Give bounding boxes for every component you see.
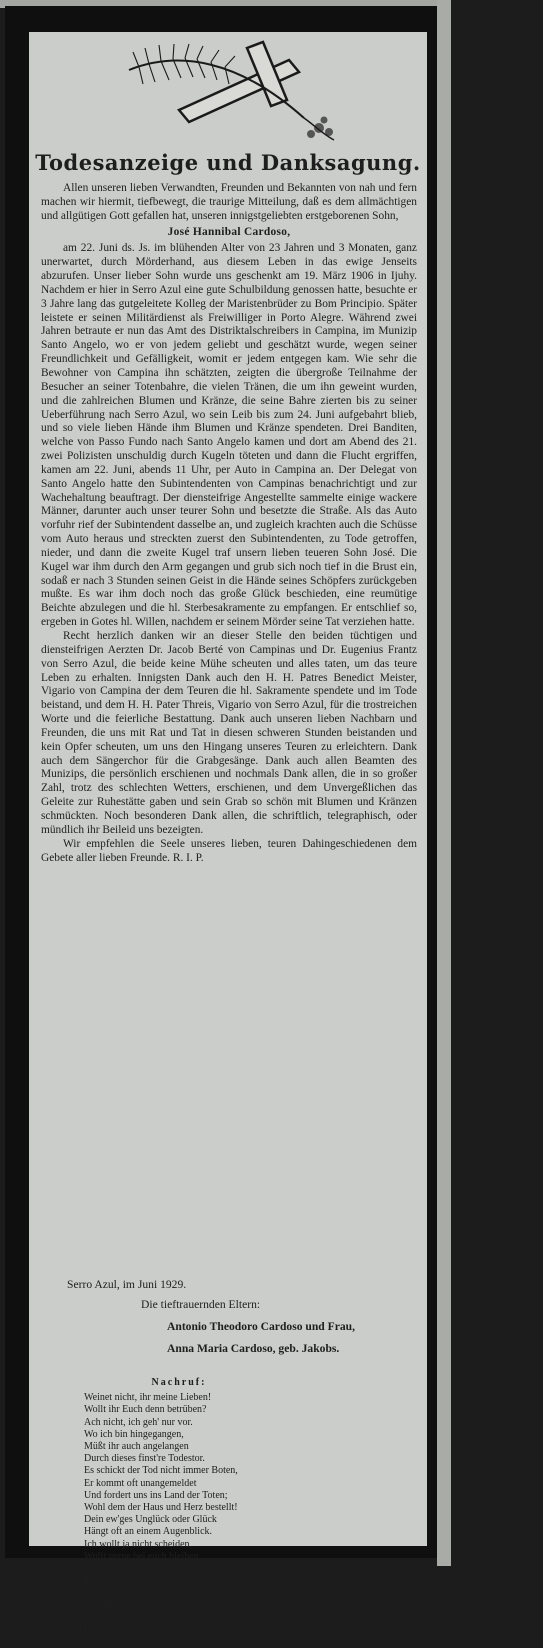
cross-with-palm-frond-icon — [119, 40, 349, 145]
parents-intro: Die tieftrauernden Eltern: — [141, 1298, 261, 1311]
poem-line: Er kommt oft unangemeldet — [84, 1477, 197, 1489]
notice-title: Todesanzeige und Danksagung. — [35, 150, 421, 175]
poem-line: Wollt gerne bei euch bleiben. — [84, 1550, 202, 1562]
place-date: Serro Azul, im Juni 1929. — [67, 1278, 187, 1291]
poem-line: Hab mit dem Tod gerungen, — [84, 1563, 197, 1575]
notice-body — [41, 182, 417, 865]
obituary-panel — [29, 32, 427, 1648]
poem-line: Eh' ich's bedacht, — [84, 1587, 154, 1599]
poem-line: Müßt ihr auch angelangen — [84, 1441, 189, 1453]
poem-line: Durch dieses finst're Todestor. — [84, 1453, 205, 1465]
poem-line: Es schickt der Tod nicht immer Boten, — [84, 1465, 238, 1477]
thanks-paragraph: Recht herzlich danken wir an dieser Stelle den beiden tüchtigen und diensteifrigen Aerzten Dr. Jacob Berté von Campinas und Dr. Eugenius Frantz von Serro Azul, die beide keine Mühe scheuten und alles taten, um das teure Leben zu erhalten. Innigsten Dank auch den H. H. Patres Benedict Meister, Vigario von Campina der dem Teuren die hl. Sakramente spendete und im Tode beistand, und dem H. H. Pater Threis, Vigario von Serro Azul, für die trostreichen Worte und die feierliche Bestattung. Dank auch unseren lieben Nachbarn und Freunden, die uns mit Rat und Tat in diesen schweren Stunden beistanden und kein Opfer scheuten, um uns den Hingang unseres Teuren zu erleichtern. Dank auch dem Sängerchor für die Grabgesänge. Dank auch allen Beamten des Munizips, die persönlich erschienen und nochmals Dank allen, die in so großer Zahl, trotz des schlechten Wetters, erschienen, und dem Unvergeßlichen das Geleite zur Ruhestätte gaben und sein Grab so schön mit Blumen und Kränzen schmückten. Noch besonderen Dank allen, die schriftlich, telegraphisch, oder mündlich ihr Beileid uns bezeigten. — [41, 630, 417, 836]
poem-line: Wo ich bin hingegangen, — [84, 1428, 184, 1440]
account-paragraph: am 22. Juni ds. Js. im blühenden Alter von 23 Jahren und 3 Monaten, ganz unerwartet, durch Mörderhand, aus diesem Leben in das ewige Jenseits abzurufen. Unser lieber Sohn wurde uns geschenkt am 19. März 1906 in Ijuhy. Nachdem er hier in Serro Azul eine gute Schulbildung genossen hatte, besuchte er 3 Jahre lang das gutgeleitete Kolleg der Maristenbrüder zu Bom Principio. Später leistete er seinen Militärdienst als Freiwilliger in Porto Alegre. Während zwei Jahren betraute er nun das Amt des Distriktalschreibers in Campina, im Munizip Santo Angelo, wo er von jedem geliebt und geschätzt wurde, wegen seiner Freundlichkeit und Gefälligkeit, womit er jedem entgegen kam. Wie sehr die Bewohner von Campina ihn schätzten, zeigten die übergroße Teilnahme der Besucher an seiner Totenbahre, die vielen Tränen, die um ihn geweint wurden, und die zahlreichen Blumen und Kränze, die seine Bahre zierten bis zu seiner Ueberführung nach Serro Azul, wo sein Leib bis zum 24. Juni aufgebahrt blieb, und so viele lieben Hände ihm Blumen und Kränze spendeten. Drei Banditen, welche von Passo Fundo nach Santo Angelo kamen und dort am Abend des 21. zwei Polizisten unschuldig durch Kugeln töteten und dann die Flucht ergriffen, kamen am 22. Juni, abends 11 Uhr, per Auto in Campina an. Der Delegat von Santo Angelo hatte den Subintendenten von Campinas benachrichtigt und zur Wachehaltung beauftragt. Der diensteifrige Angestellte sammelte einige wackere Männer, darunter auch unser teurer Sohn und besetzte die Straße. Als das Auto vorfuhr rief der Subintendent dasselbe an, und zugleich krachten auch die Schüsse vom Auto heraus und streckten zuerst den Subintendenten, zu Tode getroffen, nieder, und dann die zweite Kugel traf unsern lieben teueren Sohn José. Die Kugel war ihm durch den Arm gegangen und grub sich noch tief in die Brust ein, sodaß er nach 3 Stunden seinen Geist in die Hände seines Schöpfers zurückgeben mußte. Es war ihm doch noch das große Glück beschieden, eine reumütige Beichte abzulegen und die hl. Sterbesakramente zu empfangen. Er entschlief so, ergeben in Gotes hl. Willen, nachdem er seinem Mörder seine Tat verziehen hatte. — [41, 242, 417, 629]
poem-line: Dein ew'ges Unglück oder Glück — [84, 1514, 217, 1526]
deceased-name: José Hannibal Cardoso, — [167, 225, 291, 238]
poem-line: Weinet nicht, ihr meine Lieben! — [84, 1392, 212, 1404]
poem-line: Er hat mich doch bezwungen — [84, 1575, 201, 1587]
poem-line: Drum schicket mir ein fromm Gebet, — [84, 1611, 233, 1623]
poem-line: Ich wollt ja nicht scheiden, — [84, 1538, 193, 1550]
poem-line: Denn ich weiß nicht, wie ich vor Gott besteh'! — [84, 1624, 269, 1636]
parent-signature-father: Antonio Theodoro Cardoso und Frau, — [167, 1320, 356, 1333]
poem-line: Hat der Tod ein End gemacht — [84, 1599, 202, 1611]
prayer-paragraph: Wir empfehlen die Seele unseres lieben, teuren Dahingeschiedenen dem Gebete aller lieben Freunde. R. I. P. — [41, 837, 417, 864]
poem-line: Hängt oft an einem Augenblick. — [84, 1526, 213, 1538]
poem-line: Wollt ihr Euch denn betrüben? — [84, 1404, 207, 1416]
poem-line: Wohl dem der Haus und Herz bestellt! — [84, 1502, 238, 1514]
poem-line: Und fordert uns ins Land der Toten; — [84, 1489, 228, 1501]
nachruf-heading: Nachruf: — [151, 1377, 207, 1388]
nachruf-poem — [84, 1377, 414, 1648]
obituary-border — [5, 6, 437, 1648]
poem-line: Ade, auf Wiedersehen. — [84, 1636, 176, 1648]
intro-paragraph: Allen unseren lieben Verwandten, Freunden und Bekannten von nah und fern machen wir hiermit, tiefbewegt, die traurige Mitteilung, daß es dem allmächtigen und allgütigen Gott gefallen hat, unseren innigstgeliebten erstgeborenen Sohn, — [41, 182, 417, 222]
poem-line: Ach nicht, ich geh' nur vor. — [84, 1416, 193, 1428]
parent-signature-mother: Anna Maria Cardoso, geb. Jakobs. — [167, 1342, 340, 1355]
